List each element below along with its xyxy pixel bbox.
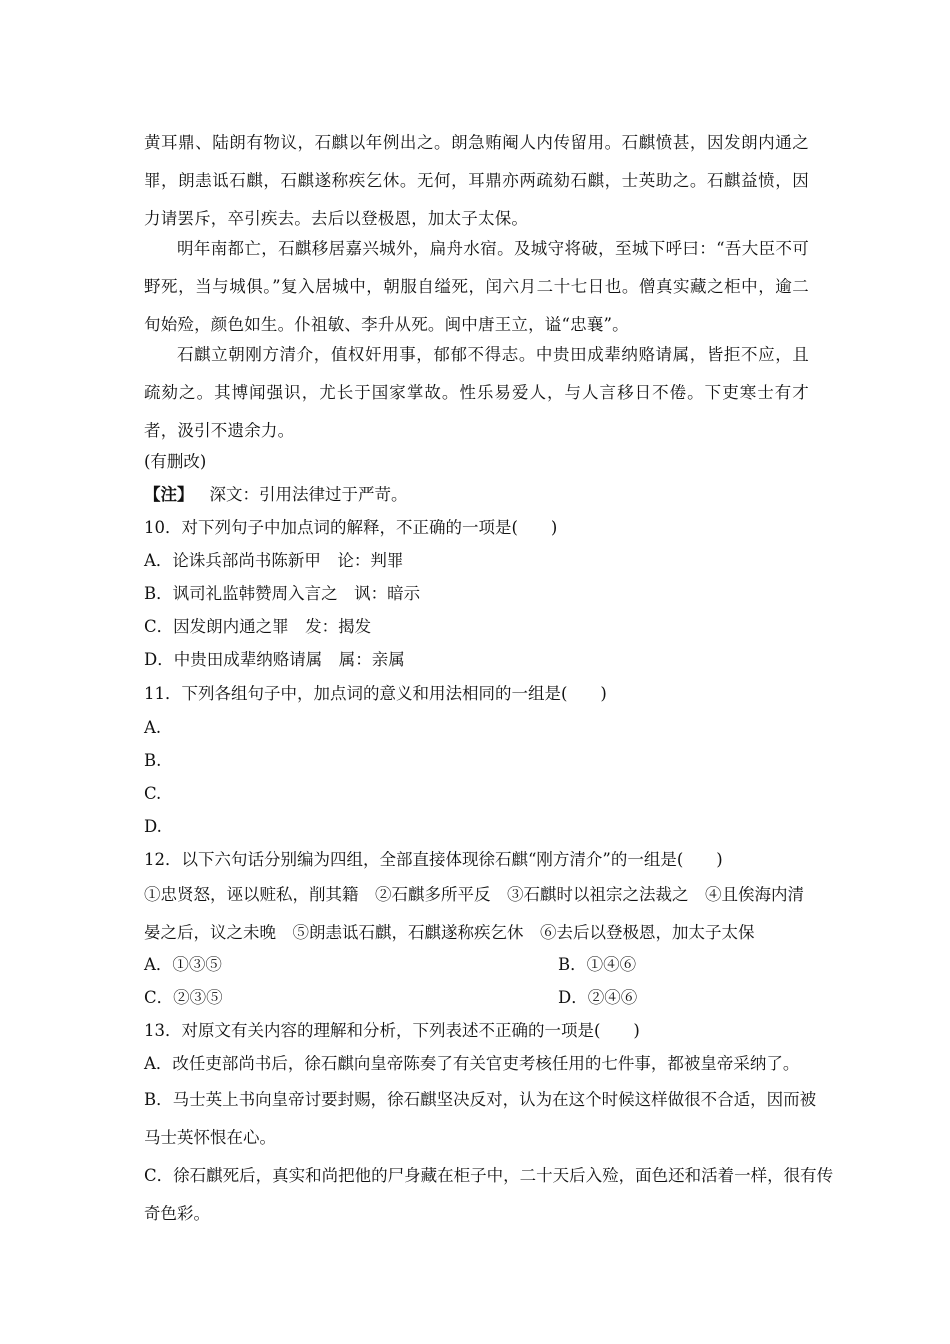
question-12-option-c: C．②③⑤ [144, 988, 223, 1007]
question-10-option-a: A．论诛兵部尚书陈新甲 论：判罪 [144, 551, 404, 570]
passage-paragraph-2: 明年南都亡，石麒移居嘉兴城外，扁舟水宿。及城守将破，至城下呼曰：“吾大臣不可野死，当与城俱。”复入居城中，朝服自缢死，闰六月二十七日也。僧真实藏之柜中，逾二旬始殓，颜色如生。仆祖敏、李升从死。闽中唐王立，谥“忠襄”。 [144, 239, 809, 334]
question-11-option-a: A. [144, 718, 162, 737]
question-13-option-c-line-1: C．徐石麒死后，真实和尚把他的尸身藏在柜子中，二十天后入殓，面色还和活着一样，很有传 [144, 1166, 834, 1185]
question-10-option-d: D．中贵田成辈纳赂请属 属：亲属 [144, 650, 405, 669]
question-12-items-line-2: 晏之后，议之未晚 ⑤朗恚诋石麒，石麒遂称疾乞休 ⑥去后以登极恩，加太子太保 [144, 923, 755, 942]
question-10-option-b: B．讽司礼监韩赞周入言之 讽：暗示 [144, 584, 421, 603]
question-12-row-1 [144, 948, 824, 981]
question-11-option-c: C. [144, 784, 162, 803]
question-12-option-b: B．①④⑥ [558, 955, 637, 974]
source-note: (有删改) [144, 452, 207, 471]
question-13-option-b-line-2: 马士英怀恨在心。 [144, 1128, 276, 1147]
passage-paragraph-3: 石麒立朝刚方清介，值权奸用事，郁郁不得志。中贵田成辈纳赂请属，皆拒不应，且疏劾之。其博闻强识，尤长于国家掌故。性乐易爱人，与人言移日不倦。下吏寒士有才者，汲引不遗余力。 [144, 345, 809, 440]
question-11-stem: 11．下列各组句子中，加点词的意义和用法相同的一组是( ) [144, 684, 607, 703]
question-13-option-b-line-1: B．马士英上书向皇帝讨要封赐，徐石麒坚决反对，认为在这个时候这样做很不合适，因而被 [144, 1090, 817, 1109]
annotation [144, 478, 824, 511]
question-10-option-c: C．因发朗内通之罪 发：揭发 [144, 617, 372, 636]
question-13-stem: 13．对原文有关内容的理解和分析，下列表述不正确的一项是( ) [144, 1021, 640, 1040]
passage-paragraph-1: 黄耳鼎、陆朗有物议，石麒以年例出之。朗急贿阉人内传留用。石麒愤甚，因发朗内通之罪，朗恚诋石麒，石麒遂称疾乞休。无何，耳鼎亦两疏劾石麒，士英助之。石麒益愤，因力请罢斥，卒引疾去。去后以登极恩，加太子太保。 [144, 133, 809, 228]
question-12-option-d: D．②④⑥ [558, 988, 638, 1007]
question-11-option-b: B. [144, 751, 162, 770]
question-12-stem: 12．以下六句话分别编为四组，全部直接体现徐石麒“刚方清介”的一组是( ) [144, 850, 723, 869]
question-10-stem: 10．对下列句子中加点词的解释，不正确的一项是( ) [144, 518, 558, 537]
question-12-option-a: A．①③⑤ [144, 955, 222, 974]
question-12-items-line-1: ①忠贤怒，诬以赃私，削其籍 ②石麒多所平反 ③石麒时以祖宗之法裁之 ④且俟海内清 [144, 885, 804, 904]
question-12-row-2 [144, 981, 824, 1014]
annotation-tag: 【注】 [144, 485, 194, 504]
question-13-option-a: A．改任吏部尚书后，徐石麒向皇帝陈奏了有关官吏考核任用的七件事，都被皇帝采纳了。 [144, 1054, 800, 1073]
annotation-text: 深文：引用法律过于严苛。 [209, 485, 408, 504]
question-13-option-c-line-2: 奇色彩。 [144, 1204, 210, 1223]
question-11-option-d: D. [144, 817, 162, 836]
